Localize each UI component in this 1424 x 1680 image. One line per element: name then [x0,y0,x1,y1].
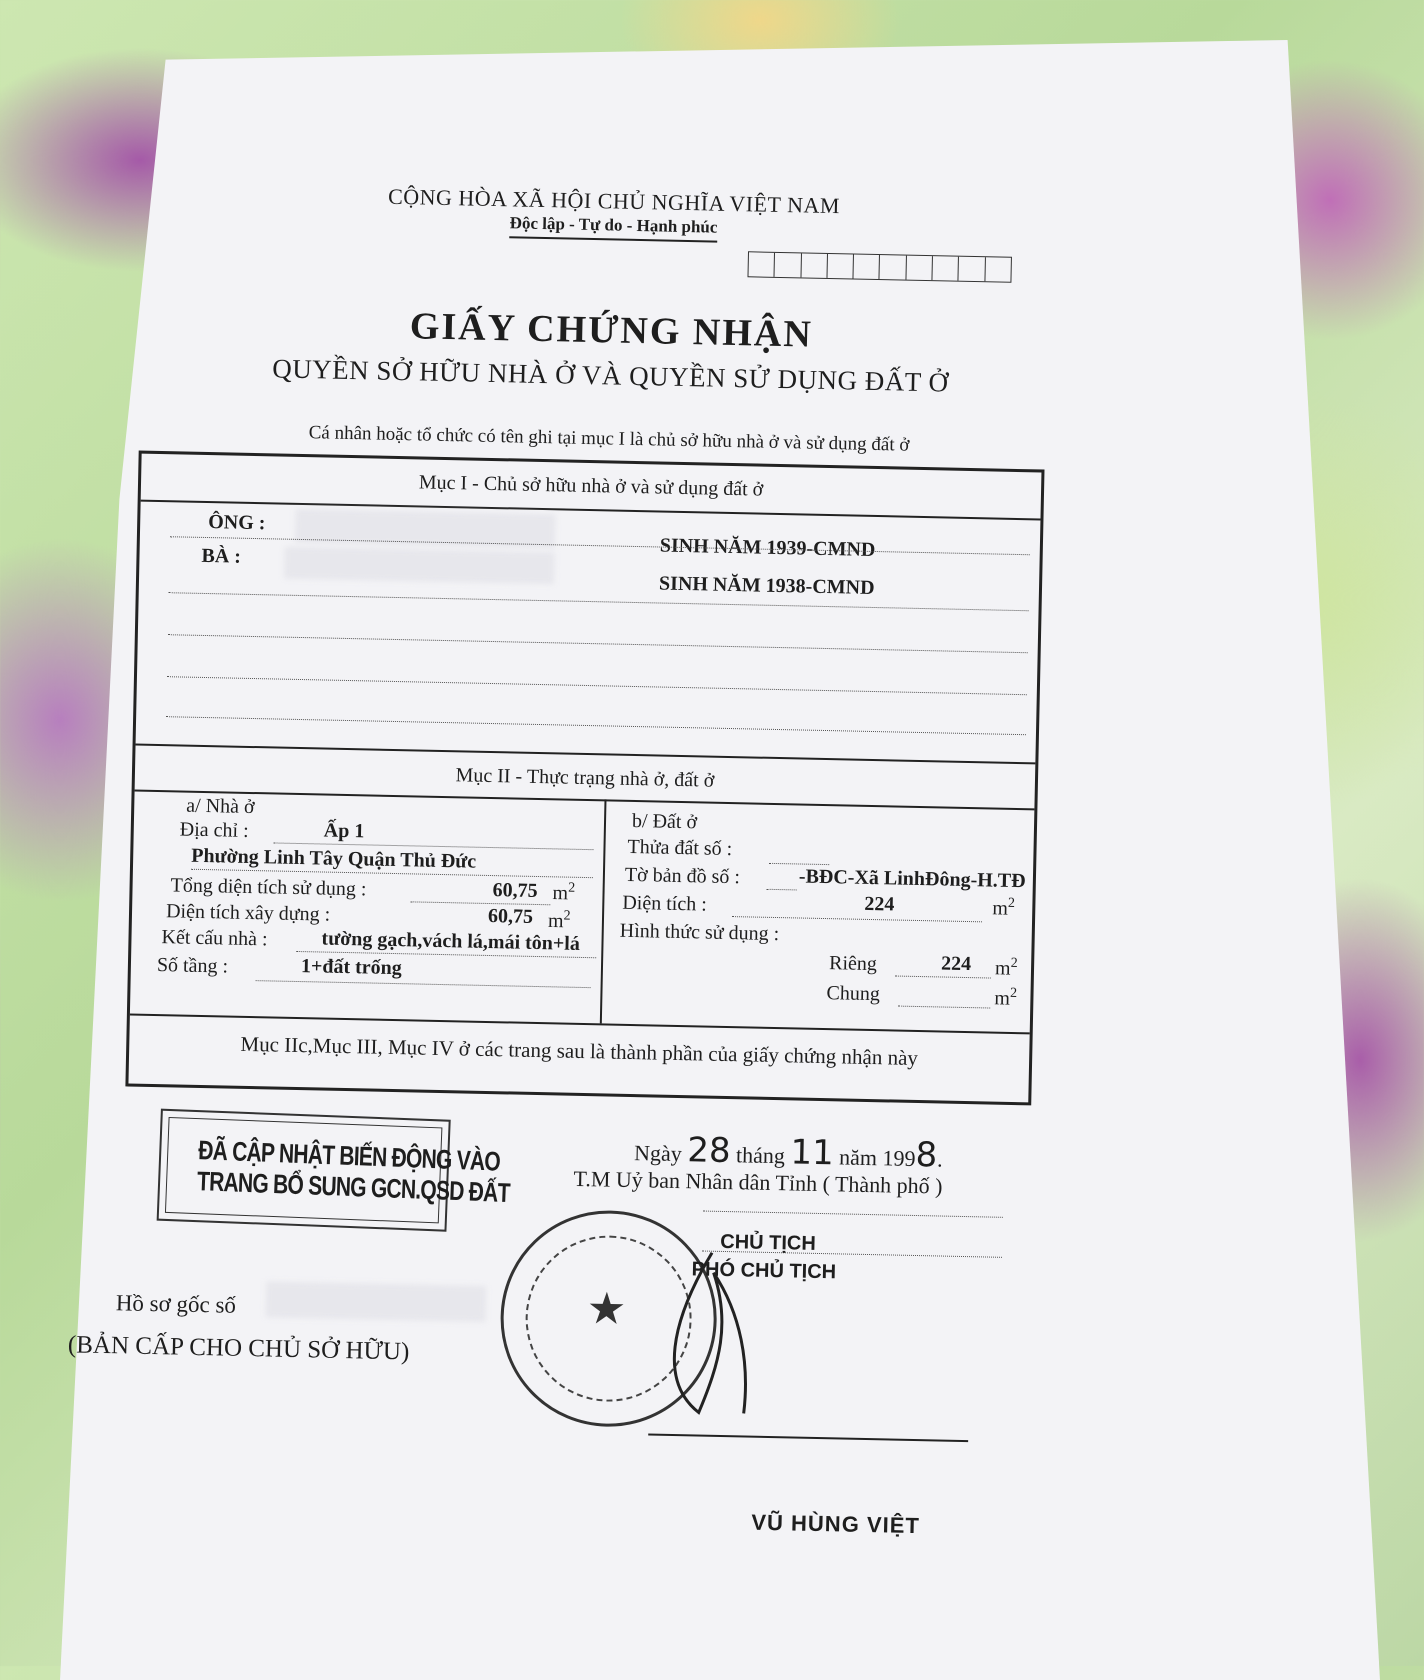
redacted-owner2-name [284,547,555,585]
land-area-unit: $m^2$ [992,895,1016,920]
private-area-label: Riêng [828,952,878,976]
section1-heading: Mục I - Chủ sở hữu nhà ở và sử dụng đất ở [418,471,764,501]
shared-area-label: Chung [826,982,881,1006]
issuing-committee: T.M Uỷ ban Nhân dân Tỉnh ( Thành phố ) [573,1165,943,1199]
star-emblem-icon: ★ [586,1284,627,1334]
house-address-line2: Phường Linh Tây Quận Thủ Đức [191,844,477,873]
date-month: 11 [790,1132,835,1174]
land-heading: b/ Đất ở [631,809,698,834]
redacted-file-number [266,1281,487,1322]
section2-heading: Mục II - Thực trạng nhà ở, đất ở [455,764,715,792]
map-sheet-value: -BĐC-Xã LinhĐông-H.TĐ [798,865,1026,893]
total-area-unit: $m^2$ [552,880,576,905]
usage-type-label: Hình thức sử dụng : [619,919,780,946]
motto: Độc lập - Tự do - Hạnh phúc [113,205,1113,246]
date-year-digit: 8 [915,1134,938,1176]
structure-label: Kết cấu nhà : [161,926,268,951]
certificate-intro: Cá nhân hoặc tổ chức có tên ghi tại mục I là chủ sở hữu nhà ở và sử dụng đất ở [308,422,910,456]
build-area-value: 60,75 [487,904,534,928]
stamp-line-1: ĐÃ CẬP NHẬT BIẾN ĐỘNG VÀO [197,1135,501,1177]
private-area-value: 224 [940,952,972,976]
owner1-label: ÔNG : [207,511,266,535]
date-day: 28 [686,1130,732,1172]
original-file-label: Hồ sơ gốc số [115,1290,237,1318]
total-area-value: 60,75 [492,879,538,903]
house-address-value: Ấp 1 [323,819,365,843]
owner2-info: SINH NĂM 1938-CMND [658,572,875,600]
land-area-value: 224 [864,892,895,916]
shared-area-unit: $m^2$ [994,985,1018,1010]
issue-date: Ngày 28 tháng 11 năm 1998. [633,1130,943,1176]
owner2-label: BÀ : [201,544,242,568]
floors-value: 1+đất trống [300,955,403,980]
floors-label: Số tầng : [156,954,229,978]
private-area-unit: $m^2$ [994,955,1018,980]
country-header: CỘNG HÒA XÃ HỘI CHỦ NGHĨA VIỆT NAM [387,183,841,219]
build-area-label: Diện tích xây dựng : [165,900,331,926]
build-area-unit: $m^2$ [547,908,571,933]
signer-name: VŨ HÙNG VIỆT [751,1509,921,1539]
structure-value: tường gạch,vách lá,mái tôn+lá [321,927,581,955]
owner-copy-label: (BẢN CẤP CHO CHỦ SỞ HỮU) [67,1331,410,1366]
role-chairman: CHỦ TỊCH [720,1230,817,1255]
house-heading: a/ Nhà ở [186,794,255,819]
stamp-line-2: TRANG BỔ SUNG GCN.QSD ĐẤT [196,1166,511,1209]
update-stamp [157,1109,511,1232]
footer-note: Mục IIc,Mục III, Mục IV ở các trang sau là thành phần của giấy chứng nhận này [240,1031,919,1071]
parcel-label: Thửa đất số : [627,835,733,861]
details-table [125,451,1044,1106]
certificate-title: GIẤY CHỨNG NHẬN [409,305,814,356]
signature-scribble [648,1241,762,1423]
owner1-info: SINH NĂM 1939-CMND [659,534,876,562]
role-vice-chairman: PHÓ CHỦ TỊCH [691,1258,837,1284]
map-sheet-label: Tờ bản đồ số : [624,863,741,889]
house-address-label: Địa chỉ : [179,818,249,842]
certificate-subtitle: QUYỀN SỞ HỮU NHÀ Ở VÀ QUYỀN SỬ DỤNG ĐẤT Ở [271,353,949,398]
total-area-label: Tổng diện tích sử dụng : [170,874,367,901]
land-area-label: Diện tích : [622,891,707,916]
serial-number-boxes [747,251,1011,283]
